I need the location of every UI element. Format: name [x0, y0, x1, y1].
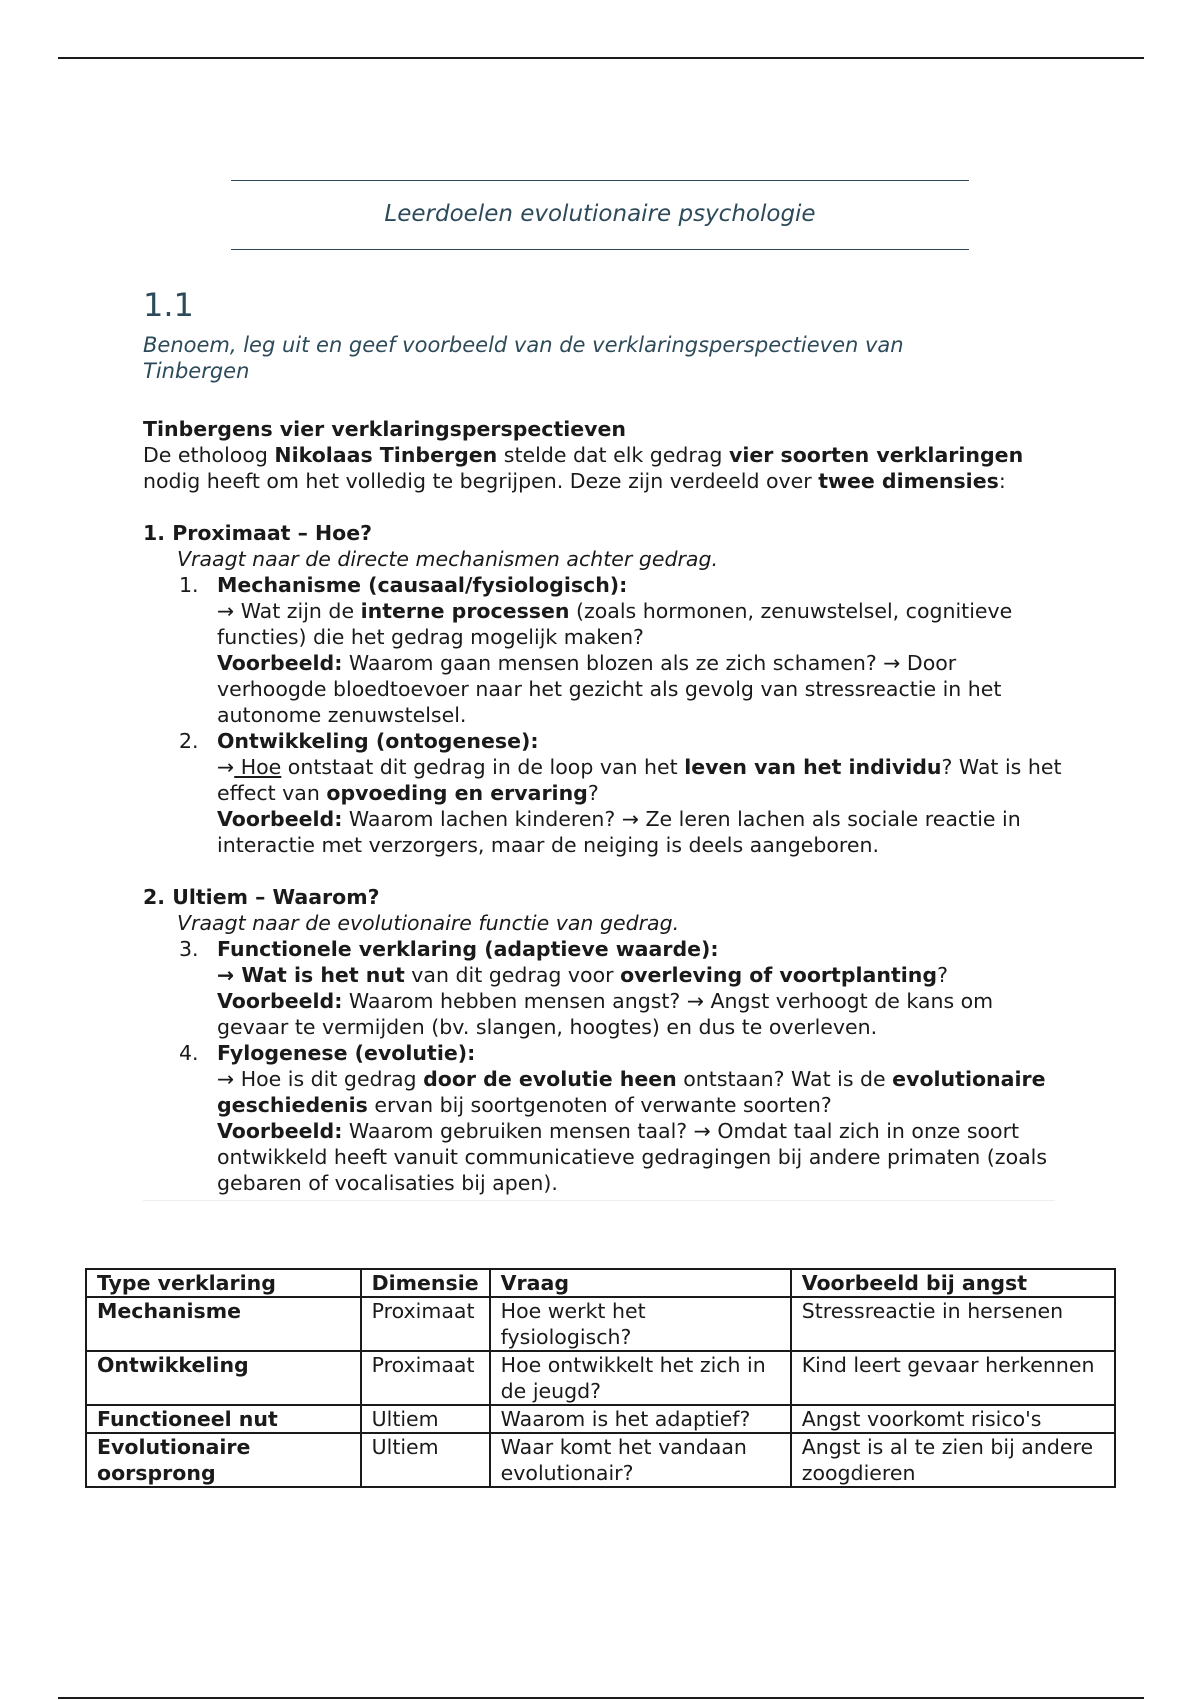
table-row — [86, 1297, 1115, 1351]
table-cell: Angst voorkomt risico's — [791, 1405, 1115, 1433]
list-item-question: → Wat is het nut van dit gedrag voor overleving of voortplanting? — [217, 963, 948, 987]
dimension-title: 1. Proximaat – Hoe? — [143, 521, 373, 545]
section-number: 1.1 — [143, 286, 194, 324]
list-item-phylogeny — [143, 1040, 1063, 1196]
table-cell: Proximaat — [361, 1351, 490, 1405]
list-item-question: → Wat zijn de interne processen (zoals hormonen, zenuwstelsel, cognitieve functies) die het gedrag mogelijk maken? — [217, 599, 1013, 649]
list-item-example: Voorbeeld: Waarom gaan mensen blozen als ze zich schamen? → Door verhoogde bloedtoevoer naar het gezicht als gevolg van stressreactie in het autonome zenuwstelsel. — [217, 651, 1002, 727]
table-cell: Evolutionaire oorsprong — [86, 1433, 361, 1487]
table-header-cell: Dimensie — [361, 1269, 490, 1297]
table-cell: Ontwikkeling — [86, 1351, 361, 1405]
title-bottom-rule — [231, 249, 969, 250]
list-item-function — [143, 936, 1063, 1040]
list-item-example: Voorbeeld: Waarom hebben mensen angst? → Angst verhoogt de kans om gevaar te vermijden (bv. slangen, hoogtes) en dus te overleven. — [217, 989, 994, 1039]
table-header-cell: Voorbeeld bij angst — [791, 1269, 1115, 1297]
table-row — [86, 1433, 1115, 1487]
section-divider — [143, 1200, 1055, 1201]
dimension-proximate — [143, 520, 1063, 858]
list-item-title: Mechanisme (causaal/fysiologisch): — [217, 573, 628, 597]
list-item-number: 1. — [179, 573, 199, 597]
dimension-title: 2. Ultiem – Waarom? — [143, 885, 380, 909]
table-cell: Hoe werkt het fysiologisch? — [490, 1297, 791, 1351]
table-cell: Hoe ontwikkelt het zich in de jeugd? — [490, 1351, 791, 1405]
table-header-row — [86, 1269, 1115, 1297]
table-cell: Waar komt het vandaan evolutionair? — [490, 1433, 791, 1487]
table-cell: Stressreactie in hersenen — [791, 1297, 1115, 1351]
table-cell: Mechanisme — [86, 1297, 361, 1351]
table-cell: Ultiem — [361, 1433, 490, 1487]
summary-table — [85, 1268, 1116, 1488]
list-item-number: 4. — [179, 1041, 199, 1065]
list-item-mechanism — [143, 572, 1063, 728]
table-cell: Kind leert gevaar herkennen — [791, 1351, 1115, 1405]
list-item-title: Functionele verklaring (adaptieve waarde): — [217, 937, 719, 961]
list-item-development — [143, 728, 1063, 858]
table-cell: Ultiem — [361, 1405, 490, 1433]
table-cell: Functioneel nut — [86, 1405, 361, 1433]
document-body — [143, 286, 1063, 1201]
list-item-number: 2. — [179, 729, 199, 753]
intro-heading: Tinbergens vier verklaringsperspectieven — [143, 417, 627, 441]
dimension-ultimate — [143, 884, 1063, 1196]
page-title: Leerdoelen evolutionaire psychologie — [384, 201, 816, 227]
title-top-rule — [231, 180, 969, 181]
dimension-description: Vraagt naar de evolutionaire functie van gedrag. — [177, 911, 680, 935]
table-row — [86, 1405, 1115, 1433]
table-header-cell: Vraag — [490, 1269, 791, 1297]
list-item-title: Fylogenese (evolutie): — [217, 1041, 476, 1065]
list-item-title: Ontwikkeling (ontogenese): — [217, 729, 539, 753]
dimension-description: Vraagt naar de directe mechanismen achter gedrag. — [177, 547, 718, 571]
list-item-example: Voorbeeld: Waarom gebruiken mensen taal? → Omdat taal zich in onze soort ontwikkeld heeft vanuit communicatieve gedragingen bij andere primaten (zoals gebaren of vocalisaties bij apen). — [217, 1119, 1048, 1195]
page-bottom-rule — [58, 1697, 1144, 1699]
intro-paragraph: De etholoog Nikolaas Tinbergen stelde dat elk gedrag vier soorten verklaringen nodig heeft om het volledig te begrijpen. Deze zijn verdeeld over twee dimensies: — [143, 443, 1024, 493]
list-item-question: → Hoe is dit gedrag door de evolutie heen ontstaan? Wat is de evolutionaire geschiedenis ervan bij soortgenoten of verwante soorten? — [217, 1067, 1046, 1117]
table-cell: Waarom is het adaptief? — [490, 1405, 791, 1433]
page-top-rule — [58, 57, 1144, 59]
list-item-number: 3. — [179, 937, 199, 961]
table-cell: Proximaat — [361, 1297, 490, 1351]
section-subtitle: Benoem, leg uit en geef voorbeeld van de verklaringsperspectieven van Tinbergen — [143, 333, 904, 383]
list-item-question: → Hoe ontstaat dit gedrag in de loop van het leven van het individu? Wat is het effect van opvoeding en ervaring? — [217, 755, 1062, 805]
table-cell: Angst is al te zien bij andere zoogdieren — [791, 1433, 1115, 1487]
table-row — [86, 1351, 1115, 1405]
list-item-example: Voorbeeld: Waarom lachen kinderen? → Ze leren lachen als sociale reactie in interactie met verzorgers, maar de neiging is deels aangeboren. — [217, 807, 1021, 857]
table-header-cell: Type verklaring — [86, 1269, 361, 1297]
